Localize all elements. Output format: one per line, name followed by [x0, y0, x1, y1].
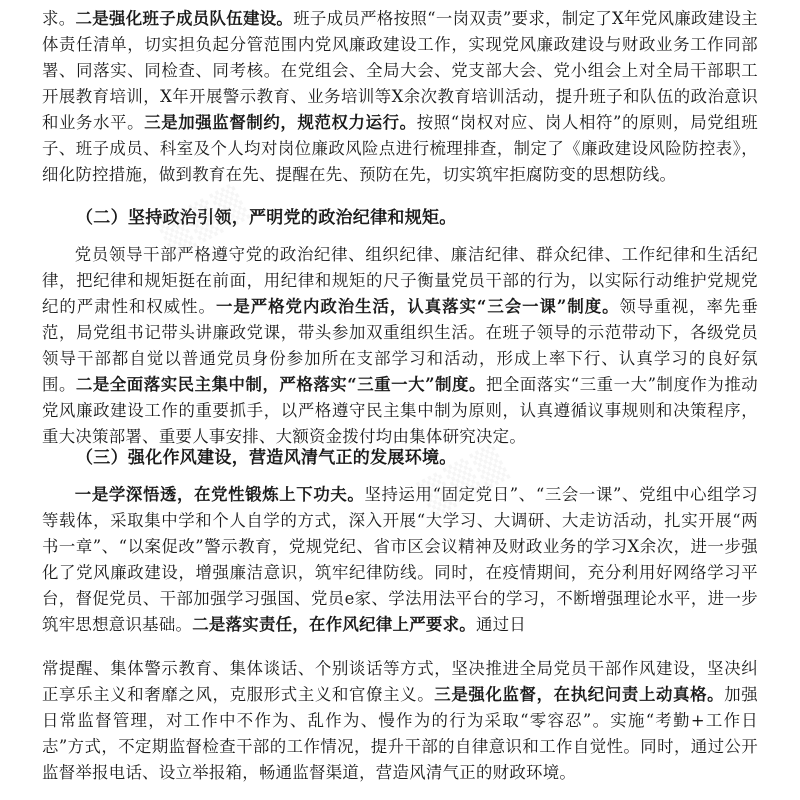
body-text: 领导重视，率先垂范，局党组书记带头讲廉政党课，带头参加双重组织生活。在班子领导的示范带动下，各级党员领导干部都自觉以普通党员身份参加所在支部学习和活动，形成上率下行、认真学习的良好氛围。 [42, 297, 759, 394]
body-text: 党员领导干部严格遵守党的政治纪律、组织纪律、廉洁纪律、群众纪律、工作纪律和生活纪律，把纪律和规矩挺在前面，用纪律和规矩的尺子衡量党员干部的行为，以实际行动维护党规党纪的严肃性和权威性。 [42, 245, 758, 316]
emphasis-text: 二是强化班子成员队伍建设。 [75, 9, 294, 28]
body-text: 通过日 [475, 615, 527, 634]
paragraph-4 [42, 656, 758, 786]
body-text: 求。 [42, 9, 76, 28]
emphasis-text: 三是强化监督，在执纪问责上动真格。 [434, 685, 725, 704]
heading-section-3: （三）强化作风建设，营造风清气正的发展环境。 [76, 448, 457, 468]
paragraph-1 [42, 6, 758, 188]
body-text: 坚持运用“固定党日”、“三会一课”、党组中心组学习等载体，采取集中学和个人自学的方式，深入开展“大学习、大调研、大走访活动，扎实开展“两书一章”、“以案促改”警示教育，党规党纪、省市区会议精神及财政业务的学习X余次，进一步强化了党风廉政建设，增强廉洁意识，筑牢纪律防线。同时，在疫情期间，充分利用好网络学习平台，督促党员、干部加强学习强国、党员e家、学法用法平台的学习，不断增强理论水平，进一步筑牢思想意识基础。 [42, 485, 758, 634]
paragraph-2 [42, 242, 758, 450]
section-two [42, 204, 758, 450]
body-text: 班子成员严格按照“一岗双责”要求，制定了X年党风廉政建设主体责任清单，切实担负起分管范围内党风廉政建设工作，实现党风廉政建设与财政业务工作同部署、同落实、同检查、同考核。在党组会、全局大会、党支部大会、党小组会上对全局干部职工开展教育培训，X年开展警示教育、业务培训等X余次教育培训活动，提升班子和队伍的政治意识和业务水平。 [42, 9, 758, 132]
emphasis-text: 三是加强监督制约，规范权力运行。 [144, 113, 417, 132]
emphasis-text: 二是全面落实民主集中制，严格落实“三重一大”制度。 [75, 375, 486, 394]
body-text: 把全面落实“三重一大”制度作为推动党风廉政建设工作的重要抓手，以严格遵守民主集中制为原则，认真遵循议事规则和决策程序，重大决策部署、重要人事安排、大额资金拨付均由集体研究决定。 [42, 375, 758, 446]
body-text: 加强日常监督管理，对工作中不作为、乱作为、慢作为的行为采取“零容忍”。实施“考勤+工作日志”方式，不定期监督检查干部的工作情况，提升干部的自律意识和工作自觉性。同时，通过公开监督举报电话、设立举报箱，畅通监督渠道，营造风清气正的财政环境。 [42, 685, 758, 782]
body-text: 按照“岗权对应、岗人相符”的原则，局党组班子、班子成员、科室及个人均对岗位廉政风险点进行梳理排查，制定了《廉政建设风险防控表》，细化防控措施，做到教育在先、提醒在先、预防在先，切实筑牢拒腐防变的思想防线。 [42, 113, 758, 184]
paragraph-3 [42, 482, 758, 638]
emphasis-text: 一是学深悟透，在党性锻炼上下功夫。 [74, 485, 365, 504]
heading-section-2: （二）坚持政治引领，严明党的政治纪律和规矩。 [76, 208, 457, 228]
watermark-mark: ▒▒▒ [155, 181, 255, 259]
section-three [42, 444, 758, 638]
section-three-continued [42, 656, 758, 786]
emphasis-text: 一是严格党内政治生活，认真落实“三会一课”制度。 [215, 297, 620, 316]
section-one-tail [42, 6, 758, 188]
body-text: 常提醒、集体警示教育、集体谈话、个别谈话等方式，坚决推进全局党员干部作风建设，坚决纠正享乐主义和奢靡之风，克服形式主义和官僚主义。 [42, 659, 758, 704]
watermark-mark: ▒▒▒ [415, 441, 515, 519]
emphasis-text: 二是落实责任，在作风纪律上严要求。 [192, 615, 476, 634]
